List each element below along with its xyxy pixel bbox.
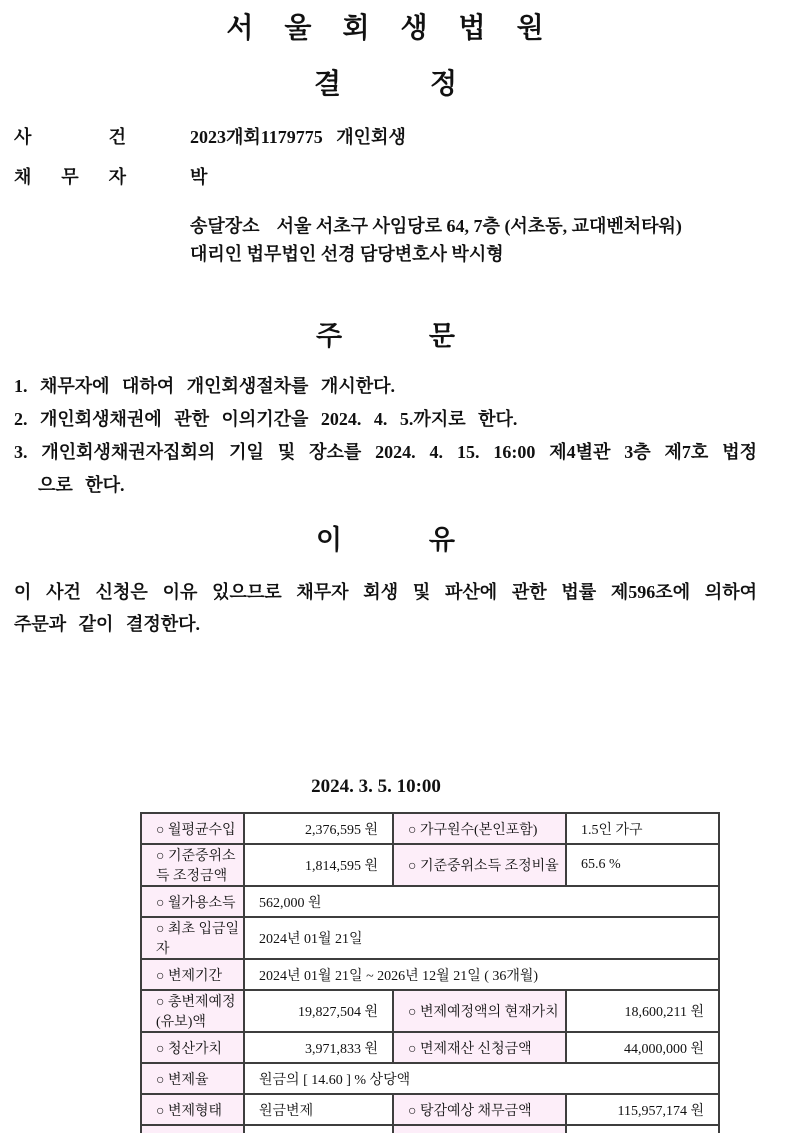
service-address-block xyxy=(190,212,757,268)
table-value-cell: 2024년 01월 21일 xyxy=(244,917,719,959)
order-item-1: 1. 채무자에 대하여 개인회생절차를 개시한다. xyxy=(14,376,395,396)
table-value-cell: 562,000 원 xyxy=(244,886,719,917)
table-label-cell: ○ 가구원수(본인포함) xyxy=(393,813,566,844)
attorney-line: 대리인 법무법인 선경 담당변호사 박시형 xyxy=(190,244,504,264)
table-value-cell: 원금의 [ 14.60 ] % 상당액 xyxy=(244,1063,719,1094)
table-value-cell: 65.6 % xyxy=(566,844,719,886)
service-place-label: 송달장소 xyxy=(190,216,260,236)
table-label-cell: ○ 최초 입금일자 xyxy=(141,917,244,959)
table-value-cell: 44,000,000 원 xyxy=(566,1032,719,1063)
case-number-row xyxy=(14,126,757,148)
reason-section-heading: 이 유 xyxy=(316,525,455,555)
order-section-heading: 주 문 xyxy=(316,321,455,351)
table-label-cell: ○ 청산가치 xyxy=(141,1032,244,1063)
table-row xyxy=(141,1094,719,1125)
table-row xyxy=(141,886,719,917)
table-label-cell: ○ 변제형태 xyxy=(141,1094,244,1125)
reason-line-2: 주문과 같이 결정한다. xyxy=(14,614,200,634)
repayment-summary-table xyxy=(140,812,720,1133)
table-row-clipped xyxy=(141,1125,719,1133)
reason-paragraph xyxy=(14,576,757,640)
table-value-cell: 2,376,595 원 xyxy=(244,813,393,844)
table-label-cell: ○ 변제예정액의 현재가치 xyxy=(393,990,566,1032)
table-value-cell: 2024년 01월 21일 ~ 2026년 12월 21일 ( 36개월) xyxy=(244,959,719,990)
table-value-cell: 1,814,595 원 xyxy=(244,844,393,886)
table-row xyxy=(141,1063,719,1094)
debtor-name-value: 박 xyxy=(190,167,208,187)
table-row xyxy=(141,990,719,1032)
reason-line-1: 이 사건 신청은 이유 있으므로 채무자 회생 및 파산에 관한 법률 제596조에 의하여 xyxy=(14,582,757,602)
service-place-row xyxy=(190,212,757,240)
table-row xyxy=(141,1032,719,1063)
table-value-cell: 115,957,174 원 xyxy=(566,1094,719,1125)
table-label-cell xyxy=(393,1125,566,1133)
debtor-label: 채 무 자 xyxy=(14,167,126,187)
table-value-cell xyxy=(244,1125,393,1133)
table-value-cell: 1.5인 가구 xyxy=(566,813,719,844)
table-label-cell: ○ 월가용소득 xyxy=(141,886,244,917)
table-row xyxy=(141,844,719,886)
order-item-3-line-1: 3. 개인회생채권자집회의 기일 및 장소를 2024. 4. 15. 16:00 제4별관 3층 제7호 법정 xyxy=(14,442,757,462)
table-label-cell: ○ 면제재산 신청금액 xyxy=(393,1032,566,1063)
table-label-cell: ○ 월평균수입 xyxy=(141,813,244,844)
order-list xyxy=(14,370,757,502)
table-value-cell: 18,600,211 원 xyxy=(566,990,719,1032)
service-place-value: 서울 서초구 사임당로 64, 7층 (서초동, 교대벤처타워) xyxy=(276,216,682,236)
order-item-3-line-2: 으로 한다. xyxy=(38,475,125,495)
table-label-cell: ○ 기준중위소득 조정금액 xyxy=(141,844,244,886)
debtor-row xyxy=(14,166,757,188)
case-label: 사 건 xyxy=(14,127,126,147)
table-label-cell xyxy=(141,1125,244,1133)
table-label-cell: ○ 기준중위소득 조정비율 xyxy=(393,844,566,886)
table-value-cell: 원금변제 xyxy=(244,1094,393,1125)
table-label-cell: ○ 변제기간 xyxy=(141,959,244,990)
table-row xyxy=(141,917,719,959)
table-value-cell: 3,971,833 원 xyxy=(244,1032,393,1063)
table-value-cell: 19,827,504 원 xyxy=(244,990,393,1032)
hearing-datetime: 2024. 3. 5. 10:00 xyxy=(311,776,441,797)
table-label-cell: ○ 변제율 xyxy=(141,1063,244,1094)
table-label-cell: ○ 탕감예상 채무금액 xyxy=(393,1094,566,1125)
case-number-value: 2023개회1179775 개인회생 xyxy=(190,127,406,147)
table-row xyxy=(141,959,719,990)
table-row xyxy=(141,813,719,844)
table-value-cell xyxy=(566,1125,719,1133)
table-label-cell: ○ 총변제예정(유보)액 xyxy=(141,990,244,1032)
doc-type-title: 결 정 xyxy=(313,69,458,100)
court-title: 서 울 회 생 법 원 xyxy=(226,13,545,44)
repayment-schedule-section xyxy=(0,775,787,1133)
order-item-2: 2. 개인회생채권에 관한 이의기간을 2024. 4. 5.까지로 한다. xyxy=(14,409,518,429)
